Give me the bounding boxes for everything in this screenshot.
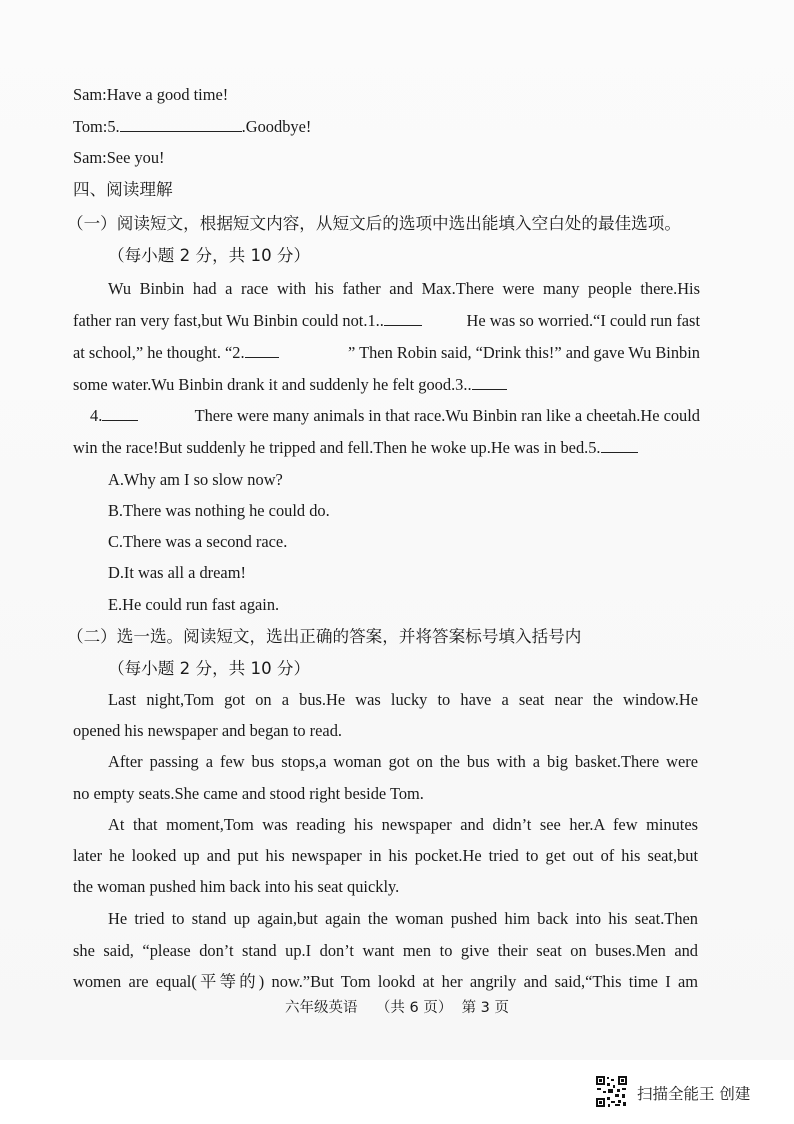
- passage2-line: the woman pushed him back into his seat quickly.: [73, 877, 400, 896]
- passage1-text: 4.: [90, 406, 103, 425]
- option-c: C.There was a second race.: [108, 532, 288, 551]
- passage1-line-2: [73, 310, 700, 332]
- scanner-watermark-label: 扫描全能王 创建: [637, 1085, 751, 1103]
- dialogue-line-tom: [73, 116, 311, 138]
- passage1-line-3: [73, 342, 700, 364]
- answer-blank-5-dialogue: [120, 116, 242, 132]
- option-d: D.It was all a dream!: [108, 563, 246, 582]
- answer-blank-5: [601, 437, 638, 453]
- passage1-text: He was so worried.“I could run fast: [466, 311, 700, 330]
- passage1-text: some water.Wu Binbin drank it and suddenly he felt good.3..: [73, 375, 472, 394]
- option-a: A.Why am I so slow now?: [108, 470, 283, 489]
- dialogue-tom-prefix: Tom:5.: [73, 117, 120, 136]
- dialogue-line-sam-1: Sam:Have a good time!: [73, 85, 229, 104]
- part2-points: （每小题 2 分，共 10 分）: [108, 659, 311, 678]
- part2-instruction: （二）选一选。阅读短文，选出正确的答案，并将答案标号填入括号内: [67, 627, 582, 646]
- passage2-line: He tried to stand up again,but again the woman pushed him back into his seat.Then: [108, 909, 698, 928]
- passage2-line: she said, “please don’t stand up.I don’t want men to give their seat on buses.Men and: [73, 941, 698, 960]
- passage1-text: father ran very fast,but Wu Binbin could not.1..: [73, 311, 384, 330]
- dialogue-line-sam-2: Sam:See you!: [73, 148, 165, 167]
- passage1-line-5: [90, 405, 700, 427]
- passage2-line: women are equal(平等的) now.”But Tom lookd at her angrily and said,“This time I am: [73, 972, 698, 991]
- page-footer: 六年级英语 （共 6 页） 第 3 页: [284, 1000, 510, 1016]
- passage1-line-6: [73, 437, 638, 459]
- passage2-line: opened his newspaper and began to read.: [73, 721, 342, 740]
- part1-instruction: （一）阅读短文，根据短文内容，从短文后的选项中选出能填入空白处的最佳选项。: [67, 214, 681, 233]
- section-title: 四、阅读理解: [73, 180, 173, 199]
- answer-blank-4: [102, 405, 138, 421]
- dialogue-tom-suffix: .Goodbye!: [241, 117, 312, 136]
- answer-blank-1: [384, 310, 422, 326]
- answer-blank-2: [245, 342, 279, 358]
- option-b: B.There was nothing he could do.: [108, 501, 330, 520]
- option-e: E.He could run fast again.: [108, 595, 280, 614]
- passage2-line: Last night,Tom got on a bus.He was lucky to have a seat near the window.He: [108, 690, 698, 709]
- part1-points: （每小题 2 分，共 10 分）: [108, 246, 311, 265]
- passage1-line-1: Wu Binbin had a race with his father and Max.There were many people there.His: [108, 279, 700, 298]
- passage2-line: At that moment,Tom was reading his newspaper and didn’t see her.A few minutes: [108, 815, 698, 834]
- passage2-line: After passing a few bus stops,a woman got on the bus with a big basket.There were: [108, 752, 698, 771]
- passage1-text: at school,” he thought. “2.: [73, 343, 245, 362]
- qr-code-icon: [595, 1075, 628, 1108]
- passage2-line: later he looked up and put his newspaper in his pocket.He tried to get out of his seat,but: [73, 846, 698, 865]
- passage1-line-4: [73, 374, 507, 396]
- answer-blank-3: [472, 374, 507, 390]
- passage1-text: win the race!But suddenly he tripped and fell.Then he woke up.He was in bed.5.: [73, 438, 601, 457]
- passage1-text: There were many animals in that race.Wu Binbin ran like a cheetah.He could: [194, 406, 700, 425]
- passage2-line: no empty seats.She came and stood right beside Tom.: [73, 784, 424, 803]
- passage1-text: ” Then Robin said, “Drink this!” and gave Wu Binbin: [348, 343, 700, 362]
